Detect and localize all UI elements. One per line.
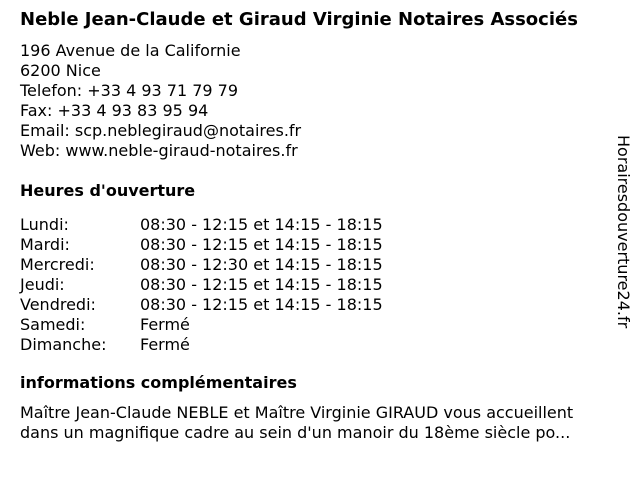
hours-time: Fermé [140,315,190,334]
hours-time: 08:30 - 12:30 et 14:15 - 18:15 [140,255,383,274]
hours-day: Vendredi: [20,295,96,314]
hours-day: Lundi: [20,215,69,234]
address-city: 6200 Nice [20,61,101,80]
address-web[interactable]: Web: www.neble-giraud-notaires.fr [20,141,298,160]
hours-day: Mardi: [20,235,70,254]
info-line: dans un magnifique cadre au sein d'un manoir du 18ème siècle po... [20,423,571,442]
hours-row-samedi [20,315,610,335]
hours-row-lundi [20,215,610,235]
hours-day: Mercredi: [20,255,95,274]
hours-time: Fermé [140,335,190,354]
address-phone[interactable]: Telefon: +33 4 93 71 79 79 [20,81,239,100]
info-heading: informations complémentaires [20,373,297,392]
site-watermark: Horairesdouverture24.fr [614,135,633,329]
hours-time: 08:30 - 12:15 et 14:15 - 18:15 [140,235,383,254]
hours-row-vendredi [20,295,610,315]
hours-table [20,215,610,355]
hours-time: 08:30 - 12:15 et 14:15 - 18:15 [140,275,383,294]
info-line: Maître Jean-Claude NEBLE et Maître Virginie GIRAUD vous accueillent [20,403,574,422]
hours-heading: Heures d'ouverture [20,181,196,200]
hours-day: Dimanche: [20,335,107,354]
hours-time: 08:30 - 12:15 et 14:15 - 18:15 [140,295,383,314]
hours-row-mardi [20,235,610,255]
hours-time: 08:30 - 12:15 et 14:15 - 18:15 [140,215,383,234]
hours-row-dimanche [20,335,610,355]
address-street: 196 Avenue de la Californie [20,41,241,60]
address-email[interactable]: Email: scp.neblegiraud@notaires.fr [20,121,302,140]
hours-row-mercredi [20,255,610,275]
hours-row-jeudi [20,275,610,295]
hours-day: Samedi: [20,315,86,334]
business-name: Neble Jean-Claude et Giraud Virginie Notaires Associés [20,9,578,30]
address-fax: Fax: +33 4 93 83 95 94 [20,101,209,120]
hours-day: Jeudi: [20,275,65,294]
address-block [20,41,610,161]
info-description [20,403,630,443]
business-page [20,10,610,443]
